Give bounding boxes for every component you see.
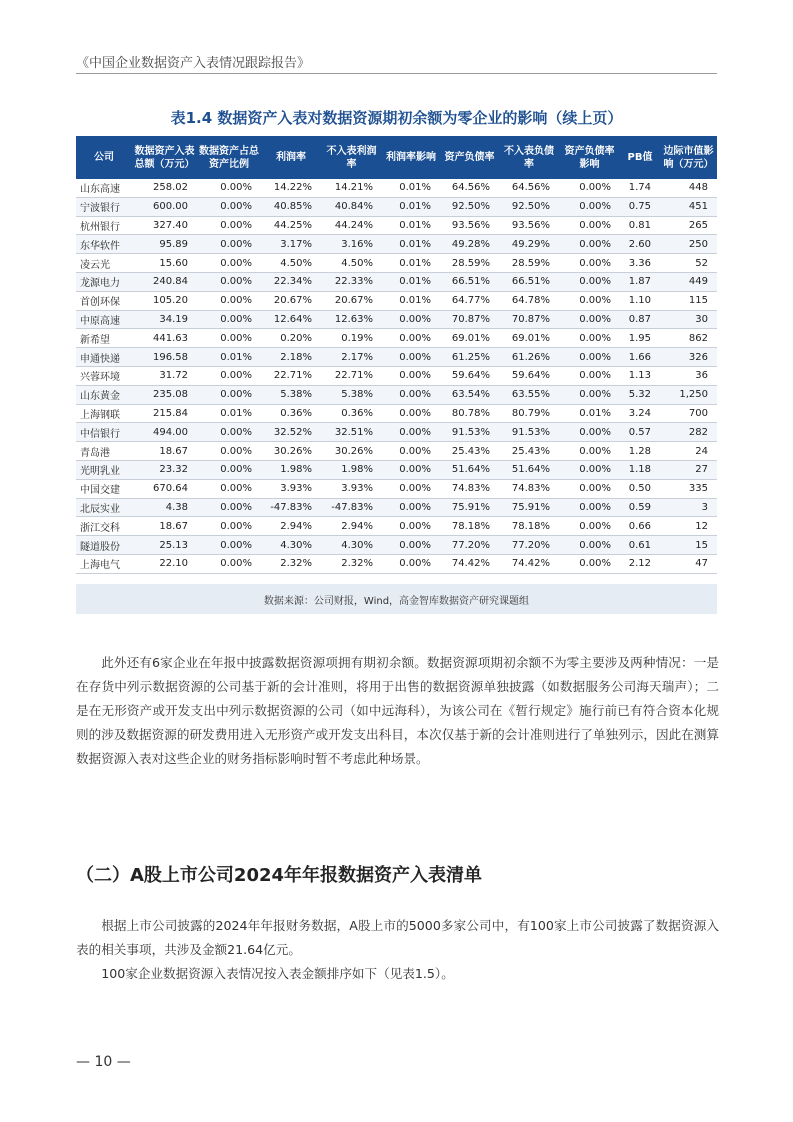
table-cell: 0.01%	[382, 179, 440, 197]
table-cell: 22.33%	[321, 272, 382, 291]
company-name-cell: 上海电气	[76, 554, 132, 573]
table-cell: 92.50%	[499, 197, 559, 216]
table-row	[76, 517, 717, 536]
table-cell: 0.00%	[559, 442, 620, 461]
table-cell: 0.00%	[197, 291, 261, 310]
table-cell: 700	[660, 404, 717, 423]
table-cell: 51.64%	[499, 460, 559, 479]
company-name-cell: 山东高速	[76, 179, 132, 197]
table-cell: 44.24%	[321, 216, 382, 235]
table-cell: 0.00%	[559, 291, 620, 310]
table-cell: 235.08	[132, 385, 197, 404]
table-cell: 0.00%	[382, 517, 440, 536]
table-cell: 0.00%	[382, 310, 440, 329]
table-row	[76, 291, 717, 310]
table-cell: 115	[660, 291, 717, 310]
table-cell: 0.00%	[197, 197, 261, 216]
company-name-cell: 杭州银行	[76, 216, 132, 235]
table-cell: 25.43%	[440, 442, 499, 461]
table-cell: 3.36	[620, 254, 660, 273]
table-cell: 70.87%	[440, 310, 499, 329]
body-paragraph: 根据上市公司披露的2024年年报财务数据，A股上市的5000多家公司中，有100家上市公司披露了数据资源入表的相关事项，共涉及金额21.64亿元。	[76, 918, 719, 957]
company-name-cell: 中原高速	[76, 310, 132, 329]
table-cell: 0.00%	[559, 179, 620, 197]
table-cell: 0.50	[620, 479, 660, 498]
table-cell: 91.53%	[499, 423, 559, 442]
table-row	[76, 498, 717, 517]
table-cell: 14.22%	[261, 179, 321, 197]
table-cell: 63.54%	[440, 385, 499, 404]
table-cell: 0.75	[620, 197, 660, 216]
column-header: 数据资产入表总额（万元）	[132, 136, 197, 179]
table-cell: 18.67	[132, 442, 197, 461]
table-cell: 2.94%	[321, 517, 382, 536]
table-row	[76, 179, 717, 197]
table-cell: 0.66	[620, 517, 660, 536]
table-cell: 0.00%	[559, 517, 620, 536]
running-header: 《中国企业数据资产入表情况跟踪报告》	[76, 56, 311, 71]
company-name-cell: 上海钢联	[76, 404, 132, 423]
table-cell: 12.64%	[261, 310, 321, 329]
table-cell: 59.64%	[499, 366, 559, 385]
table-cell: 63.55%	[499, 385, 559, 404]
table-cell: 0.00%	[559, 254, 620, 273]
table-cell: 0.87	[620, 310, 660, 329]
table-source-note: 数据来源：公司财报，Wind，高金智库数据资产研究课题组	[76, 584, 717, 614]
table-cell: 0.00%	[382, 385, 440, 404]
table-cell: 0.01%	[382, 272, 440, 291]
table-cell: 240.84	[132, 272, 197, 291]
table-row	[76, 197, 717, 216]
table-cell: 61.26%	[499, 348, 559, 367]
table-cell: 0.00%	[382, 423, 440, 442]
table-cell: 0.01%	[382, 254, 440, 273]
table-cell: 0.00%	[382, 348, 440, 367]
table-cell: 22.34%	[261, 272, 321, 291]
table-cell: 0.00%	[197, 479, 261, 498]
table-cell: 448	[660, 179, 717, 197]
table-cell: 30	[660, 310, 717, 329]
table-cell: 74.42%	[499, 554, 559, 573]
table-cell: 3.24	[620, 404, 660, 423]
table-cell: 32.52%	[261, 423, 321, 442]
table-cell: 59.64%	[440, 366, 499, 385]
table-cell: 47	[660, 554, 717, 573]
table-cell: 215.84	[132, 404, 197, 423]
table-cell: 64.77%	[440, 291, 499, 310]
table-cell: 0.00%	[197, 216, 261, 235]
table-cell: 64.56%	[440, 179, 499, 197]
table-cell: 77.20%	[440, 536, 499, 555]
table-cell: 0.00%	[559, 197, 620, 216]
company-name-cell: 宁波银行	[76, 197, 132, 216]
company-name-cell: 浙江交科	[76, 517, 132, 536]
table-cell: 0.01%	[559, 404, 620, 423]
column-header: 资产负债率	[440, 136, 499, 179]
table-row	[76, 442, 717, 461]
table-cell: 0.36%	[321, 404, 382, 423]
table-cell: 4.30%	[261, 536, 321, 555]
table-cell: 0.00%	[197, 272, 261, 291]
table-row	[76, 479, 717, 498]
table-cell: 49.28%	[440, 235, 499, 254]
table-cell: 5.38%	[261, 385, 321, 404]
table-cell: 91.53%	[440, 423, 499, 442]
table-cell: 0.00%	[197, 554, 261, 573]
table-cell: 22.71%	[261, 366, 321, 385]
table-cell: 1.18	[620, 460, 660, 479]
table-cell: 0.19%	[321, 329, 382, 348]
table-cell: 0.00%	[559, 385, 620, 404]
table-cell: 3.93%	[321, 479, 382, 498]
table-cell: 3	[660, 498, 717, 517]
table-cell: 5.38%	[321, 385, 382, 404]
table-cell: 1.66	[620, 348, 660, 367]
table-cell: 0.00%	[559, 366, 620, 385]
table-cell: 1.10	[620, 291, 660, 310]
table-cell: 327.40	[132, 216, 197, 235]
table-cell: 18.67	[132, 517, 197, 536]
table-cell: 0.01%	[197, 404, 261, 423]
header-divider	[76, 73, 717, 74]
table-cell: 0.81	[620, 216, 660, 235]
table-cell: 77.20%	[499, 536, 559, 555]
company-name-cell: 东华软件	[76, 235, 132, 254]
table-cell: 2.18%	[261, 348, 321, 367]
table-cell: 49.29%	[499, 235, 559, 254]
table-cell: 27	[660, 460, 717, 479]
table-cell: 75.91%	[499, 498, 559, 517]
table-cell: 0.00%	[559, 216, 620, 235]
table-cell: 20.67%	[261, 291, 321, 310]
table-row	[76, 536, 717, 555]
table-cell: 25.43%	[499, 442, 559, 461]
section-heading: （二）A股上市公司2024年年报数据资产入表清单	[76, 865, 483, 886]
table-cell: 70.87%	[499, 310, 559, 329]
table-cell: 30.26%	[321, 442, 382, 461]
body-paragraph: 此外还有6家企业在年报中披露数据资源项拥有期初余额。数据资源项期初余额不为零主要涉及两种情况：一是在存货中列示数据资源的公司基于新的会计准则，将用于出售的数据资源单独披露（如数据服务公司海天瑞声）；二是在无形资产或开发支出中列示数据资源的公司（如中远海科），为该公司在《暂行规定》施行前已有符合资本化规则的涉及数据资源的研发费用进入无形资产或开发支出科目，本次仅基于新的会计准则进行了单独列示，因此在测算数据资源入表对这些企业的财务指标影响时暂不考虑此种场景。	[76, 655, 719, 766]
table-row	[76, 310, 717, 329]
table-cell: 34.19	[132, 310, 197, 329]
table-cell: 0.00%	[382, 366, 440, 385]
table-cell: 0.01%	[382, 291, 440, 310]
table-cell: 74.83%	[440, 479, 499, 498]
table-cell: 1.87	[620, 272, 660, 291]
table-cell: 2.94%	[261, 517, 321, 536]
table-cell: 494.00	[132, 423, 197, 442]
table-cell: -47.83%	[261, 498, 321, 517]
table-cell: 449	[660, 272, 717, 291]
table-cell: 3.16%	[321, 235, 382, 254]
company-name-cell: 中信银行	[76, 423, 132, 442]
table-cell: 36	[660, 366, 717, 385]
table-cell: 4.50%	[321, 254, 382, 273]
table-cell: 92.50%	[440, 197, 499, 216]
table-cell: 0.00%	[382, 460, 440, 479]
table-cell: 75.91%	[440, 498, 499, 517]
table-cell: 0.59	[620, 498, 660, 517]
page-number: — 10 —	[76, 1054, 131, 1070]
table-cell: 0.00%	[197, 460, 261, 479]
table-cell: 0.00%	[559, 235, 620, 254]
table-cell: 0.00%	[197, 310, 261, 329]
table-cell: 4.30%	[321, 536, 382, 555]
table-cell: 80.79%	[499, 404, 559, 423]
company-name-cell: 首创环保	[76, 291, 132, 310]
table-cell: 20.67%	[321, 291, 382, 310]
table-cell: 196.58	[132, 348, 197, 367]
company-name-cell: 北辰实业	[76, 498, 132, 517]
company-name-cell: 山东黄金	[76, 385, 132, 404]
table-cell: 1.95	[620, 329, 660, 348]
company-name-cell: 凌云光	[76, 254, 132, 273]
table-row	[76, 554, 717, 573]
table-cell: 28.59%	[499, 254, 559, 273]
table-cell: 3.93%	[261, 479, 321, 498]
table-row	[76, 460, 717, 479]
table-cell: 15	[660, 536, 717, 555]
table-cell: 0.00%	[197, 423, 261, 442]
table-cell: 2.32%	[321, 554, 382, 573]
table-cell: 61.25%	[440, 348, 499, 367]
table-cell: 600.00	[132, 197, 197, 216]
table-row	[76, 385, 717, 404]
table-cell: 23.32	[132, 460, 197, 479]
table-cell: 451	[660, 197, 717, 216]
table-cell: 1.13	[620, 366, 660, 385]
table-cell: 0.00%	[382, 536, 440, 555]
column-header: PB值	[620, 136, 660, 179]
table-cell: -47.83%	[321, 498, 382, 517]
company-name-cell: 中国交建	[76, 479, 132, 498]
table-cell: 12	[660, 517, 717, 536]
data-table	[76, 136, 717, 574]
table-cell: 1.98%	[321, 460, 382, 479]
table-cell: 1,250	[660, 385, 717, 404]
table-cell: 0.00%	[197, 442, 261, 461]
table-cell: 0.00%	[559, 498, 620, 517]
table-cell: 2.32%	[261, 554, 321, 573]
table-cell: 64.78%	[499, 291, 559, 310]
table-cell: 0.00%	[197, 329, 261, 348]
table-cell: 0.20%	[261, 329, 321, 348]
table-cell: 105.20	[132, 291, 197, 310]
table-cell: 0.00%	[197, 385, 261, 404]
table-cell: 95.89	[132, 235, 197, 254]
table-cell: 0.00%	[559, 310, 620, 329]
table-cell: 2.12	[620, 554, 660, 573]
table-cell: 0.00%	[559, 272, 620, 291]
table-cell: 670.64	[132, 479, 197, 498]
table-row	[76, 366, 717, 385]
table-cell: 1.74	[620, 179, 660, 197]
table-cell: 93.56%	[440, 216, 499, 235]
company-name-cell: 龙源电力	[76, 272, 132, 291]
company-name-cell: 兴蓉环境	[76, 366, 132, 385]
table-row	[76, 329, 717, 348]
table-cell: 441.63	[132, 329, 197, 348]
table-cell: 0.57	[620, 423, 660, 442]
table-cell: 69.01%	[440, 329, 499, 348]
table-cell: 0.00%	[197, 235, 261, 254]
column-header: 不入表负债率	[499, 136, 559, 179]
table-cell: 0.00%	[559, 554, 620, 573]
table-cell: 78.18%	[440, 517, 499, 536]
table-cell: 0.00%	[559, 329, 620, 348]
table-cell: 74.42%	[440, 554, 499, 573]
table-row	[76, 404, 717, 423]
column-header: 资产负债率影响	[559, 136, 620, 179]
table-cell: 0.00%	[197, 254, 261, 273]
table-cell: 0.00%	[197, 498, 261, 517]
table-cell: 1.98%	[261, 460, 321, 479]
table-header-row	[76, 136, 717, 179]
table-cell: 0.36%	[261, 404, 321, 423]
company-name-cell: 隧道股份	[76, 536, 132, 555]
table-cell: 51.64%	[440, 460, 499, 479]
table-cell: 78.18%	[499, 517, 559, 536]
table-cell: 22.71%	[321, 366, 382, 385]
table-cell: 0.00%	[382, 479, 440, 498]
table-cell: 74.83%	[499, 479, 559, 498]
table-cell: 64.56%	[499, 179, 559, 197]
table-cell: 5.32	[620, 385, 660, 404]
table-cell: 25.13	[132, 536, 197, 555]
table-cell: 0.00%	[382, 554, 440, 573]
table-cell: 66.51%	[440, 272, 499, 291]
table-cell: 4.50%	[261, 254, 321, 273]
table-cell: 0.00%	[382, 329, 440, 348]
company-name-cell: 青岛港	[76, 442, 132, 461]
company-name-cell: 申通快递	[76, 348, 132, 367]
table-cell: 0.00%	[559, 423, 620, 442]
table-cell: 3.17%	[261, 235, 321, 254]
table-cell: 28.59%	[440, 254, 499, 273]
table-cell: 282	[660, 423, 717, 442]
table-cell: 44.25%	[261, 216, 321, 235]
table-cell: 66.51%	[499, 272, 559, 291]
table-cell: 0.01%	[382, 235, 440, 254]
table-row	[76, 216, 717, 235]
table-cell: 40.85%	[261, 197, 321, 216]
table-row	[76, 272, 717, 291]
table-cell: 0.00%	[382, 442, 440, 461]
table-cell: 69.01%	[499, 329, 559, 348]
table-cell: 0.00%	[197, 536, 261, 555]
table-cell: 265	[660, 216, 717, 235]
table-cell: 335	[660, 479, 717, 498]
table-cell: 0.01%	[197, 348, 261, 367]
table-cell: 326	[660, 348, 717, 367]
table-cell: 0.00%	[559, 536, 620, 555]
table-cell: 0.01%	[382, 197, 440, 216]
table-cell: 0.00%	[197, 179, 261, 197]
table-cell: 862	[660, 329, 717, 348]
table-cell: 258.02	[132, 179, 197, 197]
table-cell: 40.84%	[321, 197, 382, 216]
column-header: 利润率	[261, 136, 321, 179]
column-header: 公司	[76, 136, 132, 179]
table-cell: 2.60	[620, 235, 660, 254]
table-cell: 0.00%	[197, 517, 261, 536]
table-caption: 表1.4 数据资产入表对数据资源期初余额为零企业的影响（续上页）	[170, 109, 623, 127]
table-row	[76, 423, 717, 442]
table-cell: 24	[660, 442, 717, 461]
table-cell: 80.78%	[440, 404, 499, 423]
company-name-cell: 新希望	[76, 329, 132, 348]
body-paragraph: 100家企业数据资源入表情况按入表金额排序如下（见表1.5）。	[101, 966, 454, 981]
table-row	[76, 348, 717, 367]
table-cell: 0.00%	[382, 404, 440, 423]
table-cell: 0.00%	[559, 460, 620, 479]
table-cell: 14.21%	[321, 179, 382, 197]
company-name-cell: 光明乳业	[76, 460, 132, 479]
table-cell: 30.26%	[261, 442, 321, 461]
table-cell: 0.00%	[197, 366, 261, 385]
table-cell: 0.00%	[382, 498, 440, 517]
table-cell: 250	[660, 235, 717, 254]
table-cell: 15.60	[132, 254, 197, 273]
column-header: 不入表利润率	[321, 136, 382, 179]
table-cell: 0.00%	[559, 479, 620, 498]
table-cell: 0.01%	[382, 216, 440, 235]
table-row	[76, 235, 717, 254]
column-header: 利润率影响	[382, 136, 440, 179]
table-cell: 2.17%	[321, 348, 382, 367]
column-header: 边际市值影响（万元）	[660, 136, 717, 179]
table-cell: 4.38	[132, 498, 197, 517]
table-cell: 0.61	[620, 536, 660, 555]
table-cell: 1.28	[620, 442, 660, 461]
table-cell: 22.10	[132, 554, 197, 573]
table-cell: 0.00%	[559, 348, 620, 367]
table-cell: 12.63%	[321, 310, 382, 329]
column-header: 数据资产占总资产比例	[197, 136, 261, 179]
table-row	[76, 254, 717, 273]
table-cell: 93.56%	[499, 216, 559, 235]
table-body	[76, 179, 717, 573]
table-cell: 32.51%	[321, 423, 382, 442]
table-cell: 31.72	[132, 366, 197, 385]
table-cell: 52	[660, 254, 717, 273]
